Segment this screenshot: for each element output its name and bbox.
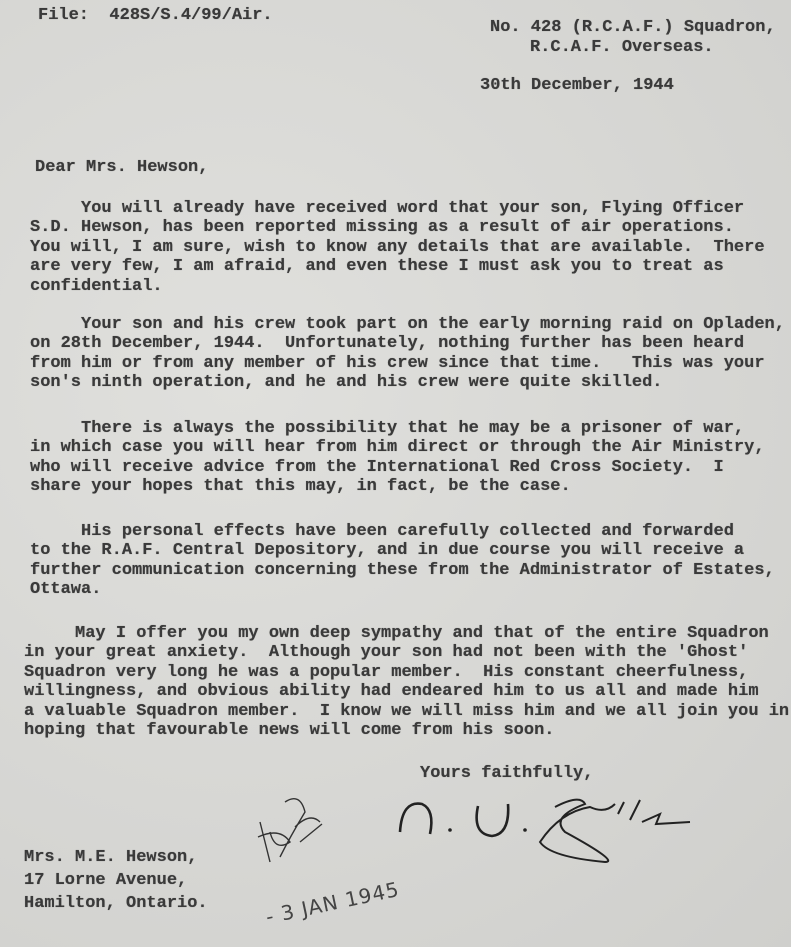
text-line: on 28th December, 1944. Unfortunately, nothing further has been heard bbox=[30, 334, 745, 354]
text-line: in your great anxiety. Although your son had not been with the 'Ghost' bbox=[24, 643, 749, 663]
sender-line-2: R.C.A.F. Overseas. bbox=[530, 38, 714, 57]
text-line: There is always the possibility that he may be a prisoner of war, bbox=[30, 419, 745, 438]
text-line: May I offer you my own deep sympathy and that of the entire Squadron bbox=[24, 624, 769, 643]
text-line: hoping that favourable news will come from his soon. bbox=[24, 721, 555, 741]
address-line: Mrs. M.E. Hewson, bbox=[24, 848, 198, 867]
text-line: son's ninth operation, and he and his crew were quite skilled. bbox=[30, 373, 663, 393]
text-line: You will, I am sure, wish to know any details that are available. There bbox=[30, 237, 765, 257]
address-line: Hamilton, Ontario. bbox=[24, 894, 208, 913]
text-line: Your son and his crew took part on the early morning raid on Opladen, bbox=[30, 315, 785, 334]
paragraph-3 bbox=[30, 419, 765, 497]
signature bbox=[390, 792, 710, 872]
received-date-stamp: - 3 JAN 1945 bbox=[263, 876, 402, 929]
text-line: willingness, and obvious ability had endeared him to us all and made him bbox=[24, 682, 759, 702]
paragraph-1 bbox=[30, 199, 765, 296]
text-line: His personal effects have been carefully collected and forwarded bbox=[30, 522, 734, 541]
salutation: Dear Mrs. Hewson, bbox=[35, 158, 209, 177]
text-line: Squadron very long he was a popular member. His constant cheerfulness, bbox=[24, 662, 749, 682]
text-line: from him or from any member of his crew since that time. This was your bbox=[30, 353, 765, 373]
paragraph-4 bbox=[30, 522, 775, 600]
text-line: S.D. Hewson, has been reported missing as a result of air operations. bbox=[30, 218, 734, 238]
recipient-address bbox=[24, 846, 208, 915]
text-line: share your hopes that this may, in fact, be the case. bbox=[30, 477, 571, 497]
text-line: confidential. bbox=[30, 276, 163, 296]
sender-line-1: No. 428 (R.C.A.F.) Squadron, bbox=[490, 18, 776, 37]
file-reference: File: 428S/S.4/99/Air. bbox=[38, 6, 273, 25]
letter-date: 30th December, 1944 bbox=[480, 76, 674, 95]
text-line: are very few, I am afraid, and even these I must ask you to treat as bbox=[30, 257, 724, 277]
text-line: to the R.A.F. Central Depository, and in due course you will receive a bbox=[30, 541, 745, 561]
closing: Yours faithfully, bbox=[420, 764, 594, 783]
address-line: 17 Lorne Avenue, bbox=[24, 871, 188, 890]
paragraph-2 bbox=[30, 315, 785, 393]
paragraph-5 bbox=[24, 624, 789, 740]
text-line: in which case you will hear from him direct or through the Air Ministry, bbox=[30, 438, 765, 458]
text-line: a valuable Squadron member. I know we will miss him and we all join you in bbox=[24, 701, 790, 721]
text-line: Ottawa. bbox=[30, 580, 102, 600]
text-line: who will receive advice from the International Red Cross Society. I bbox=[30, 457, 724, 477]
initials-signature bbox=[250, 782, 330, 867]
text-line: further communication concerning these from the Administrator of Estates, bbox=[30, 560, 775, 580]
text-line: You will already have received word that your son, Flying Officer bbox=[30, 199, 745, 218]
